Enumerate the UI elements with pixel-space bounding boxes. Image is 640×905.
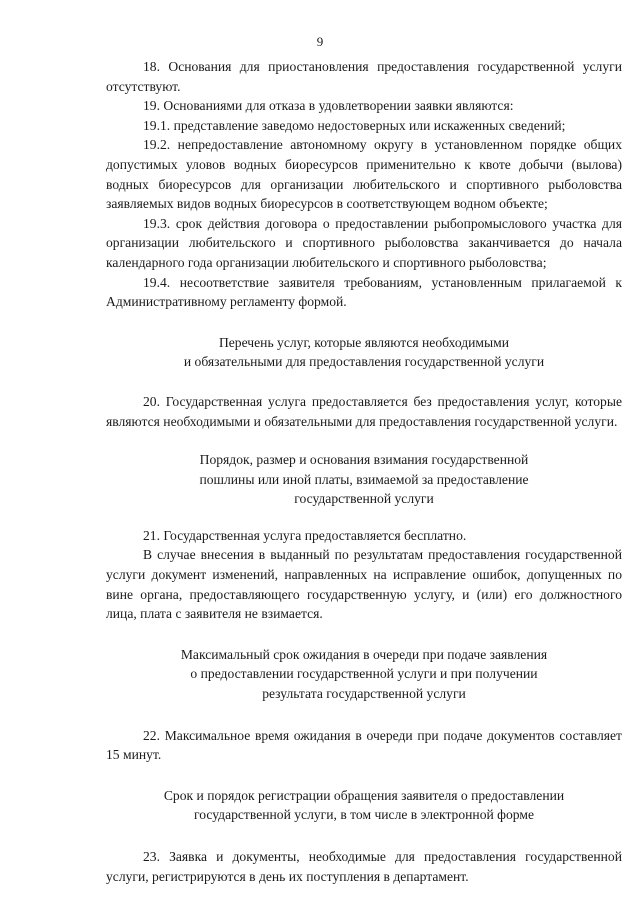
heading-line: пошлины или иной платы, взимаемой за предоставление [199, 471, 529, 487]
heading-line: Перечень услуг, которые являются необходимыми [218, 334, 510, 350]
heading-line: государственной услуги, в том числе в электронной форме [193, 807, 534, 823]
document-body [106, 57, 622, 886]
heading-line: Порядок, размер и основания взимания государственной [199, 452, 529, 468]
paragraph-19-4: 19.4. несоответствие заявителя требованиям, установленным прилагаемой к Административному регламенту формой. [106, 274, 622, 310]
paragraph-19: 19. Основаниями для отказа в удовлетворении заявки являются: [143, 98, 514, 114]
paragraph-19-2: 19.2. непредоставление автономному округу в установленном порядке общих допустимых уловов водных биоресурсов применительно к квоте добычи (вылова) водных биоресурсов для организации любительского и спортивного рыболовства заявляемых видов водных биоресурсов в соответствующем водном объекте; [106, 137, 622, 212]
heading-line: о предоставлении государственной услуги и при получении [190, 666, 538, 682]
paragraph-18: 18. Основания для приостановления предоставления государственной услуги отсутствуют. [106, 59, 622, 94]
section-heading-queue-time [106, 645, 622, 704]
section-heading-fee [106, 450, 622, 509]
section-heading-services-list [106, 333, 622, 372]
heading-line: Максимальный срок ожидания в очереди при подаче заявления [180, 646, 548, 662]
page-number: 9 [316, 34, 324, 49]
section-heading-registration [106, 786, 622, 825]
paragraph-20: 20. Государственная услуга предоставляется без предоставления услуг, которые являются необходимыми и обязательными для предоставления государственной услуги. [106, 393, 622, 429]
heading-line: Срок и порядок регистрации обращения заявителя о предоставлении [163, 787, 565, 803]
paragraph-21: 21. Государственная услуга предоставляется бесплатно. [143, 527, 467, 543]
paragraph-19-3: 19.3. срок действия договора о предоставлении рыбопромыслового участка для организации любительского и спортивного рыболовства заканчивается до начала календарного года организации любительского и спортивного рыболовства; [106, 215, 622, 270]
heading-line: государственной услуги [294, 491, 434, 507]
paragraph-23: 23. Заявка и документы, необходимые для предоставления государственной услуги, регистрируются в день их поступления в департамент. [106, 849, 622, 884]
heading-line: и обязательными для предоставления государственной услуги [183, 354, 545, 370]
paragraph-22: 22. Максимальное время ожидания в очереди при подаче документов составляет 15 минут. [106, 727, 622, 763]
heading-line: результата государственной услуги [262, 686, 466, 702]
paragraph-19-1: 19.1. представление заведомо недостоверных или искаженных сведений; [143, 117, 566, 133]
paragraph-21-correction: В случае внесения в выданный по результатам предоставления государственной услуги документ изменений, направленных на исправление ошибок, допущенных по вине органа, предоставляющего государственную услугу, и (или) его должностного лица, плата с заявителя не взимается. [106, 547, 622, 622]
